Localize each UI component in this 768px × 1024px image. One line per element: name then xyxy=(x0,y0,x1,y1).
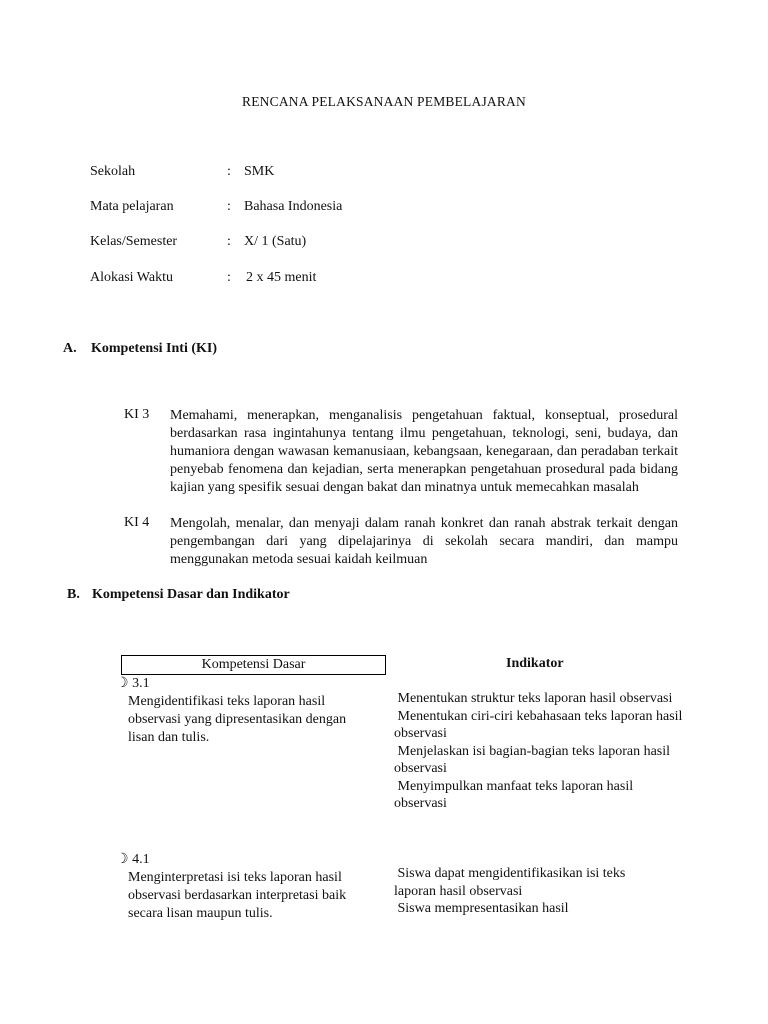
section-a-heading: Kompetensi Inti (KI) xyxy=(91,341,217,356)
identity-colon: : xyxy=(227,270,231,285)
indicator-item: Siswa mempresentasikan hasil xyxy=(397,901,569,916)
kd-column-header: Kompetensi Dasar xyxy=(121,655,386,675)
kd-text: Menginterpretasi isi teks laporan hasil observasi berdasarkan interpretasi baik secara lisan maupun tulis. xyxy=(128,870,347,921)
identity-label: Kelas/Semester xyxy=(90,234,178,249)
ki-text: Mengolah, menalar, dan menyaji dalam ranah konkret dan ranah abstrak terkait dengan pengembangan dari yang dipelajarinya di sekolah secara mandiri, dan mampu menggunakan metoda sesuai kaidah keilmuan xyxy=(170,516,678,567)
indicator-item: Menentukan ciri-ciri kebahasaan teks laporan hasil observasi xyxy=(394,708,683,741)
identity-colon: : xyxy=(227,164,231,179)
identity-value: Bahasa Indonesia xyxy=(244,199,343,214)
kd-code: 3.1 xyxy=(132,676,150,691)
identity-value: 2 x 45 menit xyxy=(246,270,317,285)
bullet-icon: ☽ xyxy=(116,852,129,867)
ki-code: KI 3 xyxy=(124,407,150,422)
indicator-list xyxy=(394,690,684,813)
identity-label: Sekolah xyxy=(90,164,136,179)
identity-label: Mata pelajaran xyxy=(90,199,174,214)
bullet-icon: ☽ xyxy=(116,676,129,691)
identity-label: Alokasi Waktu xyxy=(90,270,173,285)
section-a-letter: A. xyxy=(63,341,77,356)
identity-value: X/ 1 (Satu) xyxy=(244,234,307,249)
kd-text: Mengidentifikasi teks laporan hasil observasi yang dipresentasikan dengan lisan dan tulis. xyxy=(128,694,347,745)
indicator-item: Menyimpulkan manfaat teks laporan hasil observasi xyxy=(394,778,634,811)
indicator-item: Menjelaskan isi bagian-bagian teks laporan hasil observasi xyxy=(394,743,671,776)
indikator-column-header: Indikator xyxy=(506,656,564,671)
kd-code: 4.1 xyxy=(132,852,150,867)
identity-colon: : xyxy=(227,234,231,249)
identity-value: SMK xyxy=(244,164,275,179)
indicator-item: Siswa dapat mengidentifikasikan isi teks laporan hasil observasi xyxy=(394,866,626,899)
kd-code-row xyxy=(116,675,150,692)
kd-code-row xyxy=(116,851,150,868)
section-b-letter: B. xyxy=(67,587,80,602)
indicator-item: Menentukan struktur teks laporan hasil observasi xyxy=(397,691,673,706)
identity-colon: : xyxy=(227,199,231,214)
ki-code: KI 4 xyxy=(124,515,150,530)
document-title: RENCANA PELAKSANAAN PEMBELAJARAN xyxy=(242,94,526,109)
indicator-list xyxy=(394,865,664,918)
section-b-heading: Kompetensi Dasar dan Indikator xyxy=(92,587,290,602)
ki-text: Memahami, menerapkan, menganalisis pengetahuan faktual, konseptual, prosedural berdasarkan rasa ingintahunya tentang ilmu pengetahuan, teknologi, seni, budaya, dan humaniora dengan wawasan kemanusiaan, kebangsaan, kenegaraan, dan peradaban terkait penyebab fenomena dan kejadian, serta menerapkan pengetahuan prosedural pada bidang kajian yang spesifik sesuai dengan bakat dan minatnya untuk memecahkan masalah xyxy=(170,408,678,495)
